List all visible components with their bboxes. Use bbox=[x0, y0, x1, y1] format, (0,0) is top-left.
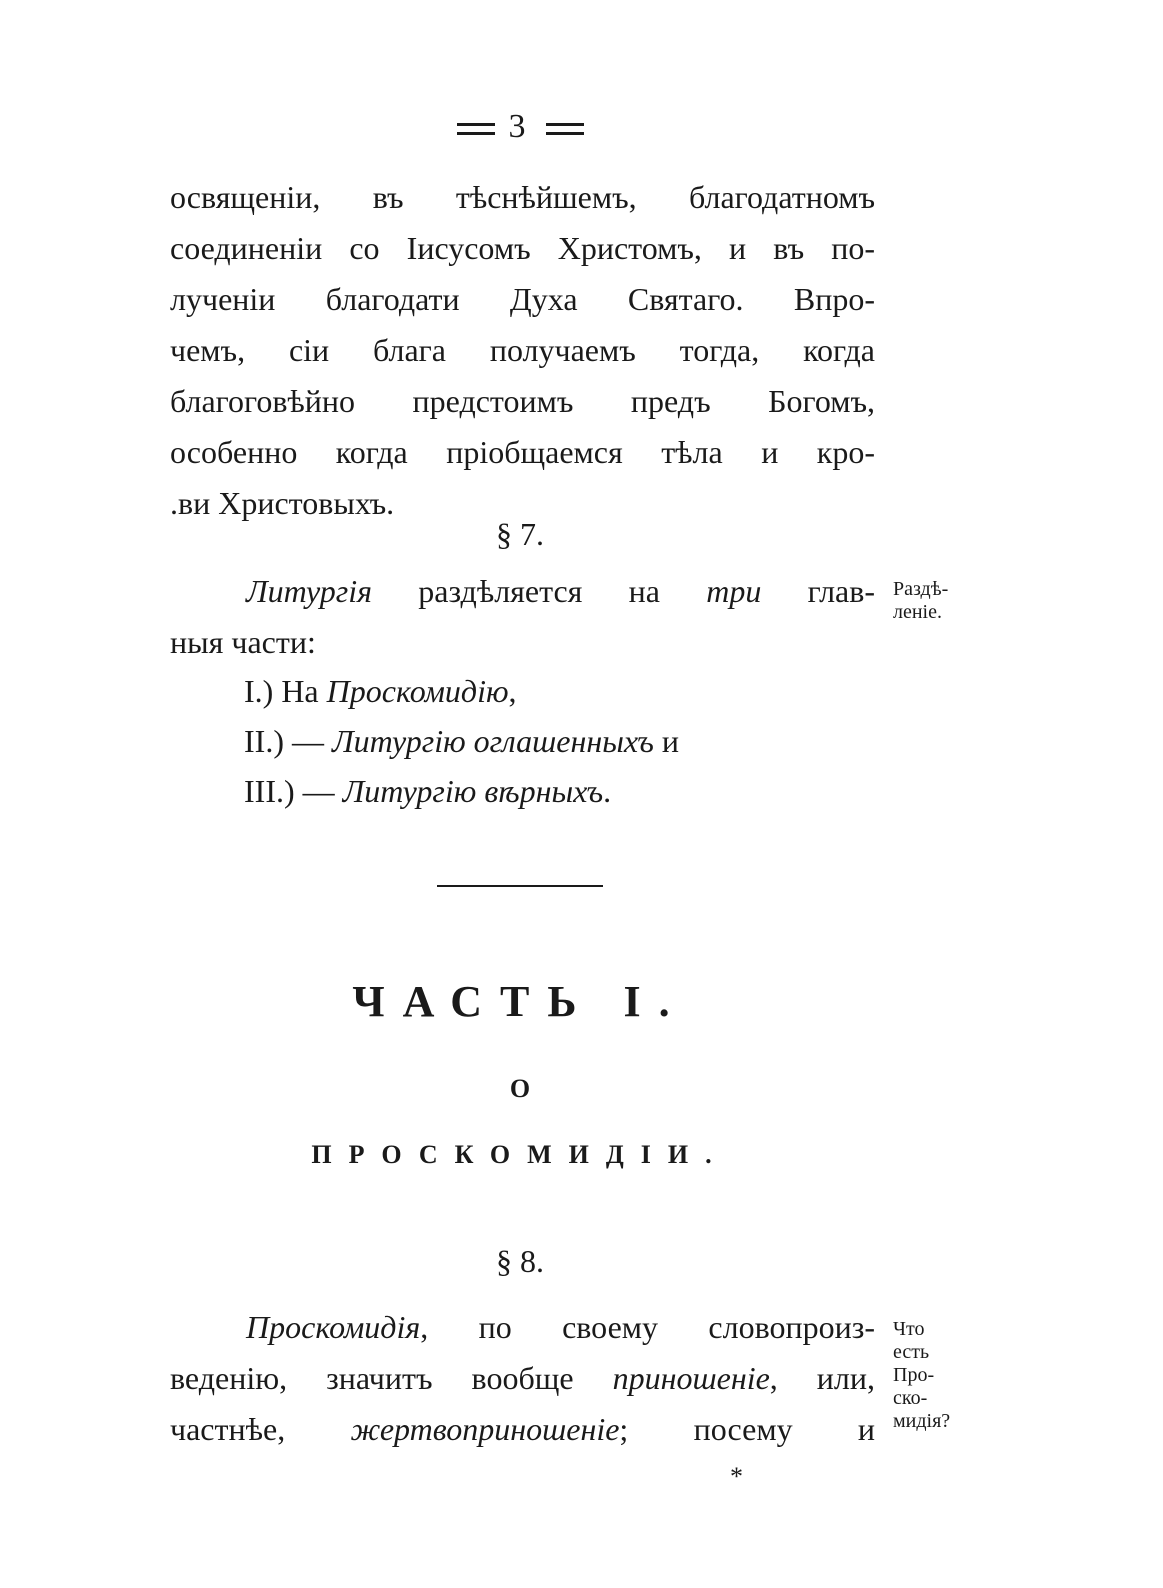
text-run: . bbox=[603, 773, 612, 809]
list-number: III.) bbox=[244, 773, 295, 809]
text-line: лученіи благодати Духа Святаго. Впро- bbox=[170, 281, 875, 317]
marginal-line: Что bbox=[893, 1318, 925, 1340]
text-run: частнѣе, bbox=[170, 1411, 351, 1447]
marginal-line: леніе. bbox=[893, 601, 942, 623]
marginal-line: есть bbox=[893, 1341, 930, 1363]
paragraph-2 bbox=[170, 566, 875, 668]
part-preposition: О bbox=[509, 1074, 531, 1103]
text-line bbox=[170, 566, 875, 617]
part-subtitle: ПРОСКОМИДІИ. bbox=[311, 1140, 729, 1169]
text-run: , по своему словопроиз- bbox=[420, 1309, 875, 1345]
text-run: , bbox=[508, 673, 517, 709]
page-header bbox=[0, 108, 1040, 146]
page-number: 3 bbox=[508, 108, 532, 145]
text-line: особенно когда пріобщаемся тѣла и кро- bbox=[170, 434, 875, 470]
section-8-heading: § 8. bbox=[496, 1243, 544, 1279]
paragraph-3 bbox=[170, 1302, 875, 1455]
italic-term: жертвоприношеніе bbox=[350, 1411, 620, 1447]
list-item bbox=[244, 766, 679, 816]
section-divider-rule bbox=[437, 885, 603, 887]
text-line: ныя части: bbox=[170, 624, 316, 660]
text-line bbox=[170, 1353, 875, 1404]
text-line bbox=[170, 1404, 875, 1455]
parts-list bbox=[244, 666, 679, 816]
text-run: — bbox=[294, 773, 343, 809]
marginal-note-what-is-proskomidia bbox=[893, 1318, 950, 1433]
text-run: ; посему и bbox=[619, 1411, 876, 1447]
text-run: глав- bbox=[761, 573, 875, 609]
marginal-note-division bbox=[893, 578, 948, 624]
double-rule-right bbox=[546, 123, 584, 135]
italic-term: Проскомидія bbox=[246, 1309, 421, 1345]
text-line: освященіи, въ тѣснѣйшемъ, благодатномъ bbox=[170, 179, 875, 215]
text-run: раздѣляется на bbox=[372, 573, 707, 609]
list-item bbox=[244, 666, 679, 716]
part-title: ЧАСТЬ I. bbox=[352, 977, 688, 1026]
marginal-line: мидія? bbox=[893, 1410, 951, 1432]
text-line: чемъ, сіи блага получаемъ тогда, когда bbox=[170, 332, 875, 368]
text-run: и bbox=[653, 723, 679, 759]
signature-mark: * bbox=[730, 1462, 743, 1491]
list-number: II.) bbox=[244, 723, 284, 759]
text-run: — bbox=[283, 723, 332, 759]
text-line: .ви Христовыхъ. bbox=[170, 485, 395, 521]
italic-term: три bbox=[706, 573, 762, 609]
italic-term: Проскомидію bbox=[326, 673, 509, 709]
italic-term: Литургія bbox=[246, 573, 373, 609]
marginal-line: ско- bbox=[893, 1387, 928, 1409]
section-7-heading: § 7. bbox=[496, 516, 544, 552]
text-line: соединеніи со Іисусомъ Христомъ, и въ по- bbox=[170, 230, 875, 266]
italic-term: приношеніе bbox=[612, 1360, 770, 1396]
marginal-line: Про- bbox=[893, 1364, 935, 1386]
text-line bbox=[170, 1302, 875, 1353]
double-rule-left bbox=[457, 123, 495, 135]
list-number: I.) bbox=[244, 673, 274, 709]
paragraph-1 bbox=[170, 172, 875, 529]
italic-term: Литургію вѣрныхъ bbox=[342, 773, 604, 809]
list-item bbox=[244, 716, 679, 766]
text-line: благоговѣйно предстоимъ предъ Богомъ, bbox=[170, 383, 875, 419]
marginal-line: Раздѣ- bbox=[893, 578, 949, 600]
text-run: веденію, значитъ вообще bbox=[170, 1360, 613, 1396]
italic-term: Литургію оглашенныхъ bbox=[331, 723, 654, 759]
text-run: , или, bbox=[769, 1360, 876, 1396]
text-run: На bbox=[273, 673, 327, 709]
